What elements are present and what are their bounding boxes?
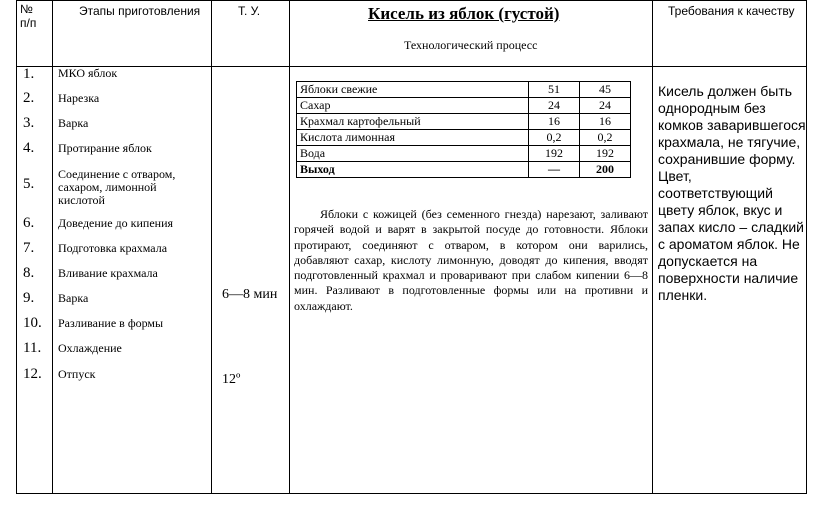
- stage-label: Отпуск: [58, 367, 96, 381]
- stage-label: Доведение до кипения: [58, 216, 174, 230]
- stage-number: 12.: [23, 366, 42, 382]
- page-title: Кисель из яблок (густой): [368, 4, 560, 23]
- yield-label: Выход: [297, 162, 529, 178]
- ingredient-net: 24: [580, 98, 631, 114]
- ingredient-name: Кислота лимонная: [297, 130, 529, 146]
- stage-label: Варка: [58, 116, 89, 130]
- table-row: [297, 98, 631, 114]
- stage-label: МКО яблок: [58, 66, 118, 80]
- process-description: Яблоки с кожицей (без семенного гнезда) нарезают, заливают горячей водой и варят в закрытой посуде до готовности. Яблоки протирают, соединяют с отваром, в котором они варились, добавляют сахар, кислоту лимонную, доводят до кипения, вводят подготовленный крахмал и проваривают при слабом кипении 6—8 мин. Разливают в подготовленные формы или на противни и охлаждают.: [294, 207, 648, 313]
- ingredient-name: Крахмал картофельный: [297, 114, 529, 130]
- ingredient-net: 45: [580, 82, 631, 98]
- ingredient-name: Вода: [297, 146, 529, 162]
- ingredients-table: [296, 81, 631, 178]
- col-header-quality: Требования к качеству: [668, 4, 795, 18]
- quality-requirements: Кисель должен быть однородным без комков заварившегося крахмала, не тягучие, сохранившие форму. Цвет, соответствующий цвету яблок, вкус и запах кисло – сладкий с ароматом яблок. Не допускается на поверхности наличие пленки.: [658, 83, 806, 303]
- stage-label: Разливание в формы: [58, 316, 164, 330]
- stage-label: Нарезка: [58, 91, 100, 105]
- stage-label: Охлаждение: [58, 341, 122, 355]
- stage-number: 4.: [23, 140, 35, 156]
- table-row: [297, 130, 631, 146]
- ingredient-gross: 16: [529, 114, 580, 130]
- ingredient-gross: 51: [529, 82, 580, 98]
- stage-label: Подготовка крахмала: [58, 241, 168, 255]
- boil-time: 6—8 мин: [222, 287, 278, 302]
- stage-label: Варка: [58, 291, 89, 305]
- page-subtitle: Технологический процесс: [404, 38, 538, 52]
- column-divider: [289, 0, 290, 494]
- stage-number: 2.: [23, 90, 35, 106]
- stage-label: Вливание крахмала: [58, 266, 158, 280]
- table-row-yield: [297, 162, 631, 178]
- ingredient-gross: 192: [529, 146, 580, 162]
- table-row: [297, 146, 631, 162]
- cooling-temperature: 12º: [222, 372, 241, 387]
- stage-number: 8.: [23, 265, 35, 281]
- stage-number: 6.: [23, 215, 35, 231]
- ingredient-gross: 24: [529, 98, 580, 114]
- stage-label: Соединение с отваром, сахаром, лимонной кислотой: [58, 167, 176, 207]
- stage-label: Протирание яблок: [58, 141, 152, 155]
- column-divider: [52, 0, 53, 494]
- column-divider: [652, 0, 653, 494]
- col-header-tu: Т. У.: [238, 4, 261, 18]
- stage-number: 5.: [23, 176, 35, 192]
- stage-number: 9.: [23, 290, 35, 306]
- table-row: [297, 82, 631, 98]
- yield-net: 200: [580, 162, 631, 178]
- ingredient-net: 192: [580, 146, 631, 162]
- col-header-stages: Этапы приготовления: [79, 4, 201, 18]
- yield-gross: —: [529, 162, 580, 178]
- stage-number: 10.: [23, 315, 42, 331]
- stage-number: 11.: [23, 340, 42, 356]
- ingredient-net: 0,2: [580, 130, 631, 146]
- col-header-number: № п/п: [20, 2, 37, 30]
- stage-number: 1.: [23, 66, 35, 82]
- table-row: [297, 114, 631, 130]
- stage-number: 7.: [23, 240, 35, 256]
- ingredient-name: Сахар: [297, 98, 529, 114]
- column-divider: [211, 0, 212, 494]
- stage-number: 3.: [23, 115, 35, 131]
- ingredient-name: Яблоки свежие: [297, 82, 529, 98]
- ingredient-gross: 0,2: [529, 130, 580, 146]
- ingredient-net: 16: [580, 114, 631, 130]
